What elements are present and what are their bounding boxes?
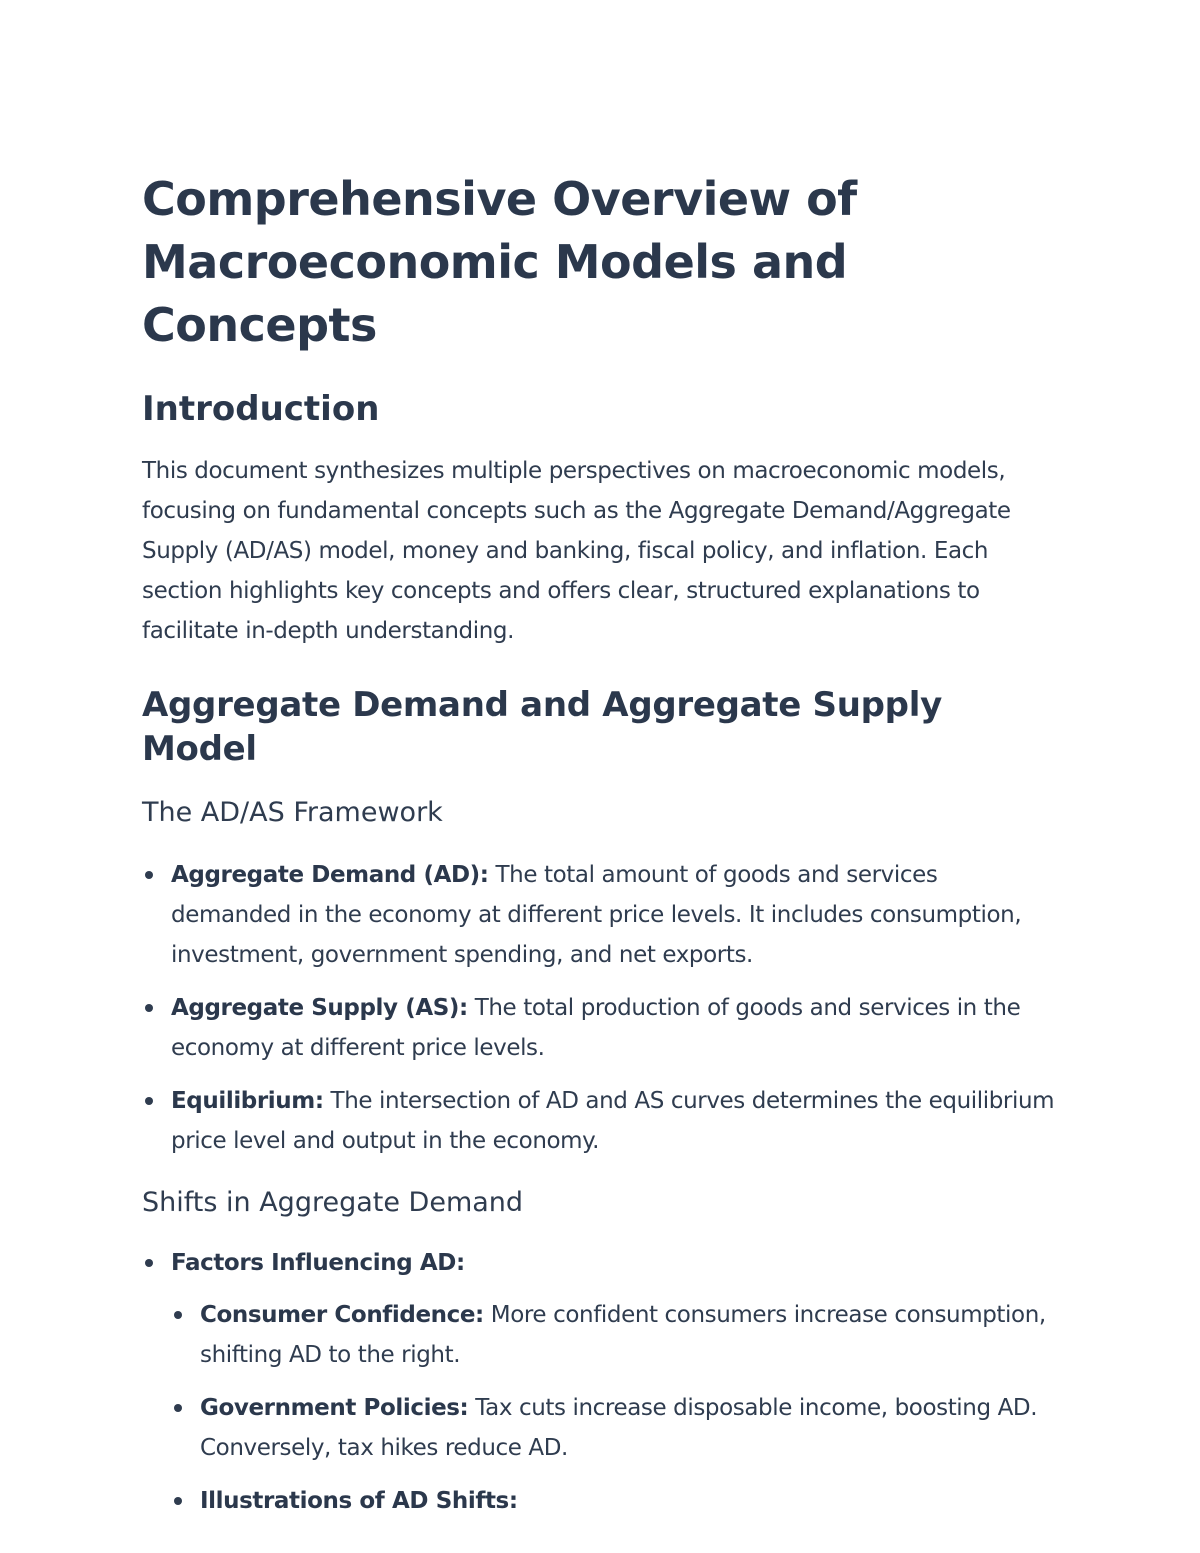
sublist-item-text: Tax cuts increase disposable income, boosting AD. Conversely, tax hikes reduce AD. xyxy=(200,1395,1038,1461)
sublist-item-term: Consumer Confidence: xyxy=(200,1302,484,1328)
bullet-icon xyxy=(174,1311,182,1319)
list-item-text: The intersection of AD and AS curves determines the equilibrium price level and output in the economy. xyxy=(171,1088,1055,1154)
section-heading-introduction: Introduction xyxy=(142,389,380,429)
list-item-term: Aggregate Supply (AS): xyxy=(171,995,468,1021)
sublist-item-term: Government Policies: xyxy=(200,1395,469,1421)
list-item-text: The total amount of goods and services demanded in the economy at different price levels. It includes consumption, investment, government spending, and net exports. xyxy=(171,862,1022,968)
bullet-icon xyxy=(145,1097,153,1105)
document-page xyxy=(142,168,1062,1534)
list-item-term: Factors Influencing AD: xyxy=(171,1250,465,1276)
list-item-term: Equilibrium: xyxy=(171,1088,324,1114)
document-title: Comprehensive Overview of Macroeconomic Models and Concepts xyxy=(142,172,857,352)
list-item-term: Aggregate Demand (AD): xyxy=(171,862,489,888)
list-item xyxy=(142,1081,1062,1161)
sublist-item xyxy=(171,1388,1062,1468)
bullet-icon xyxy=(145,1259,153,1267)
intro-paragraph: This document synthesizes multiple perspectives on macroeconomic models, focusing on fundamental concepts such as the Aggregate Demand/Aggregate Supply (AD/AS) model, money and banking, fiscal policy, and inflation. Each section highlights key concepts and offers clear, structured explanations to facilitate in-depth understanding. xyxy=(142,458,1011,644)
sublist-item-text: More confident consumers increase consumption, shifting AD to the right. xyxy=(200,1302,1046,1368)
framework-list xyxy=(142,855,1062,1161)
bullet-icon xyxy=(145,871,153,879)
subsection-heading-shifts: Shifts in Aggregate Demand xyxy=(142,1187,524,1218)
list-item-text: The total production of goods and services in the economy at different price levels. xyxy=(171,995,1021,1061)
list-item xyxy=(142,1243,1062,1521)
bullet-icon xyxy=(174,1404,182,1412)
bullet-icon xyxy=(145,1004,153,1012)
factors-sublist xyxy=(171,1295,1062,1521)
section-heading-adas-model: Aggregate Demand and Aggregate Supply Model xyxy=(142,685,942,769)
bullet-icon xyxy=(174,1497,182,1505)
subsection-heading-framework: The AD/AS Framework xyxy=(142,797,443,828)
sublist-item-term: Illustrations of AD Shifts: xyxy=(200,1488,518,1514)
list-item xyxy=(142,988,1062,1068)
shifts-list xyxy=(142,1243,1062,1521)
sublist-item xyxy=(171,1295,1062,1375)
list-item xyxy=(142,855,1062,975)
sublist-item xyxy=(171,1481,1062,1521)
